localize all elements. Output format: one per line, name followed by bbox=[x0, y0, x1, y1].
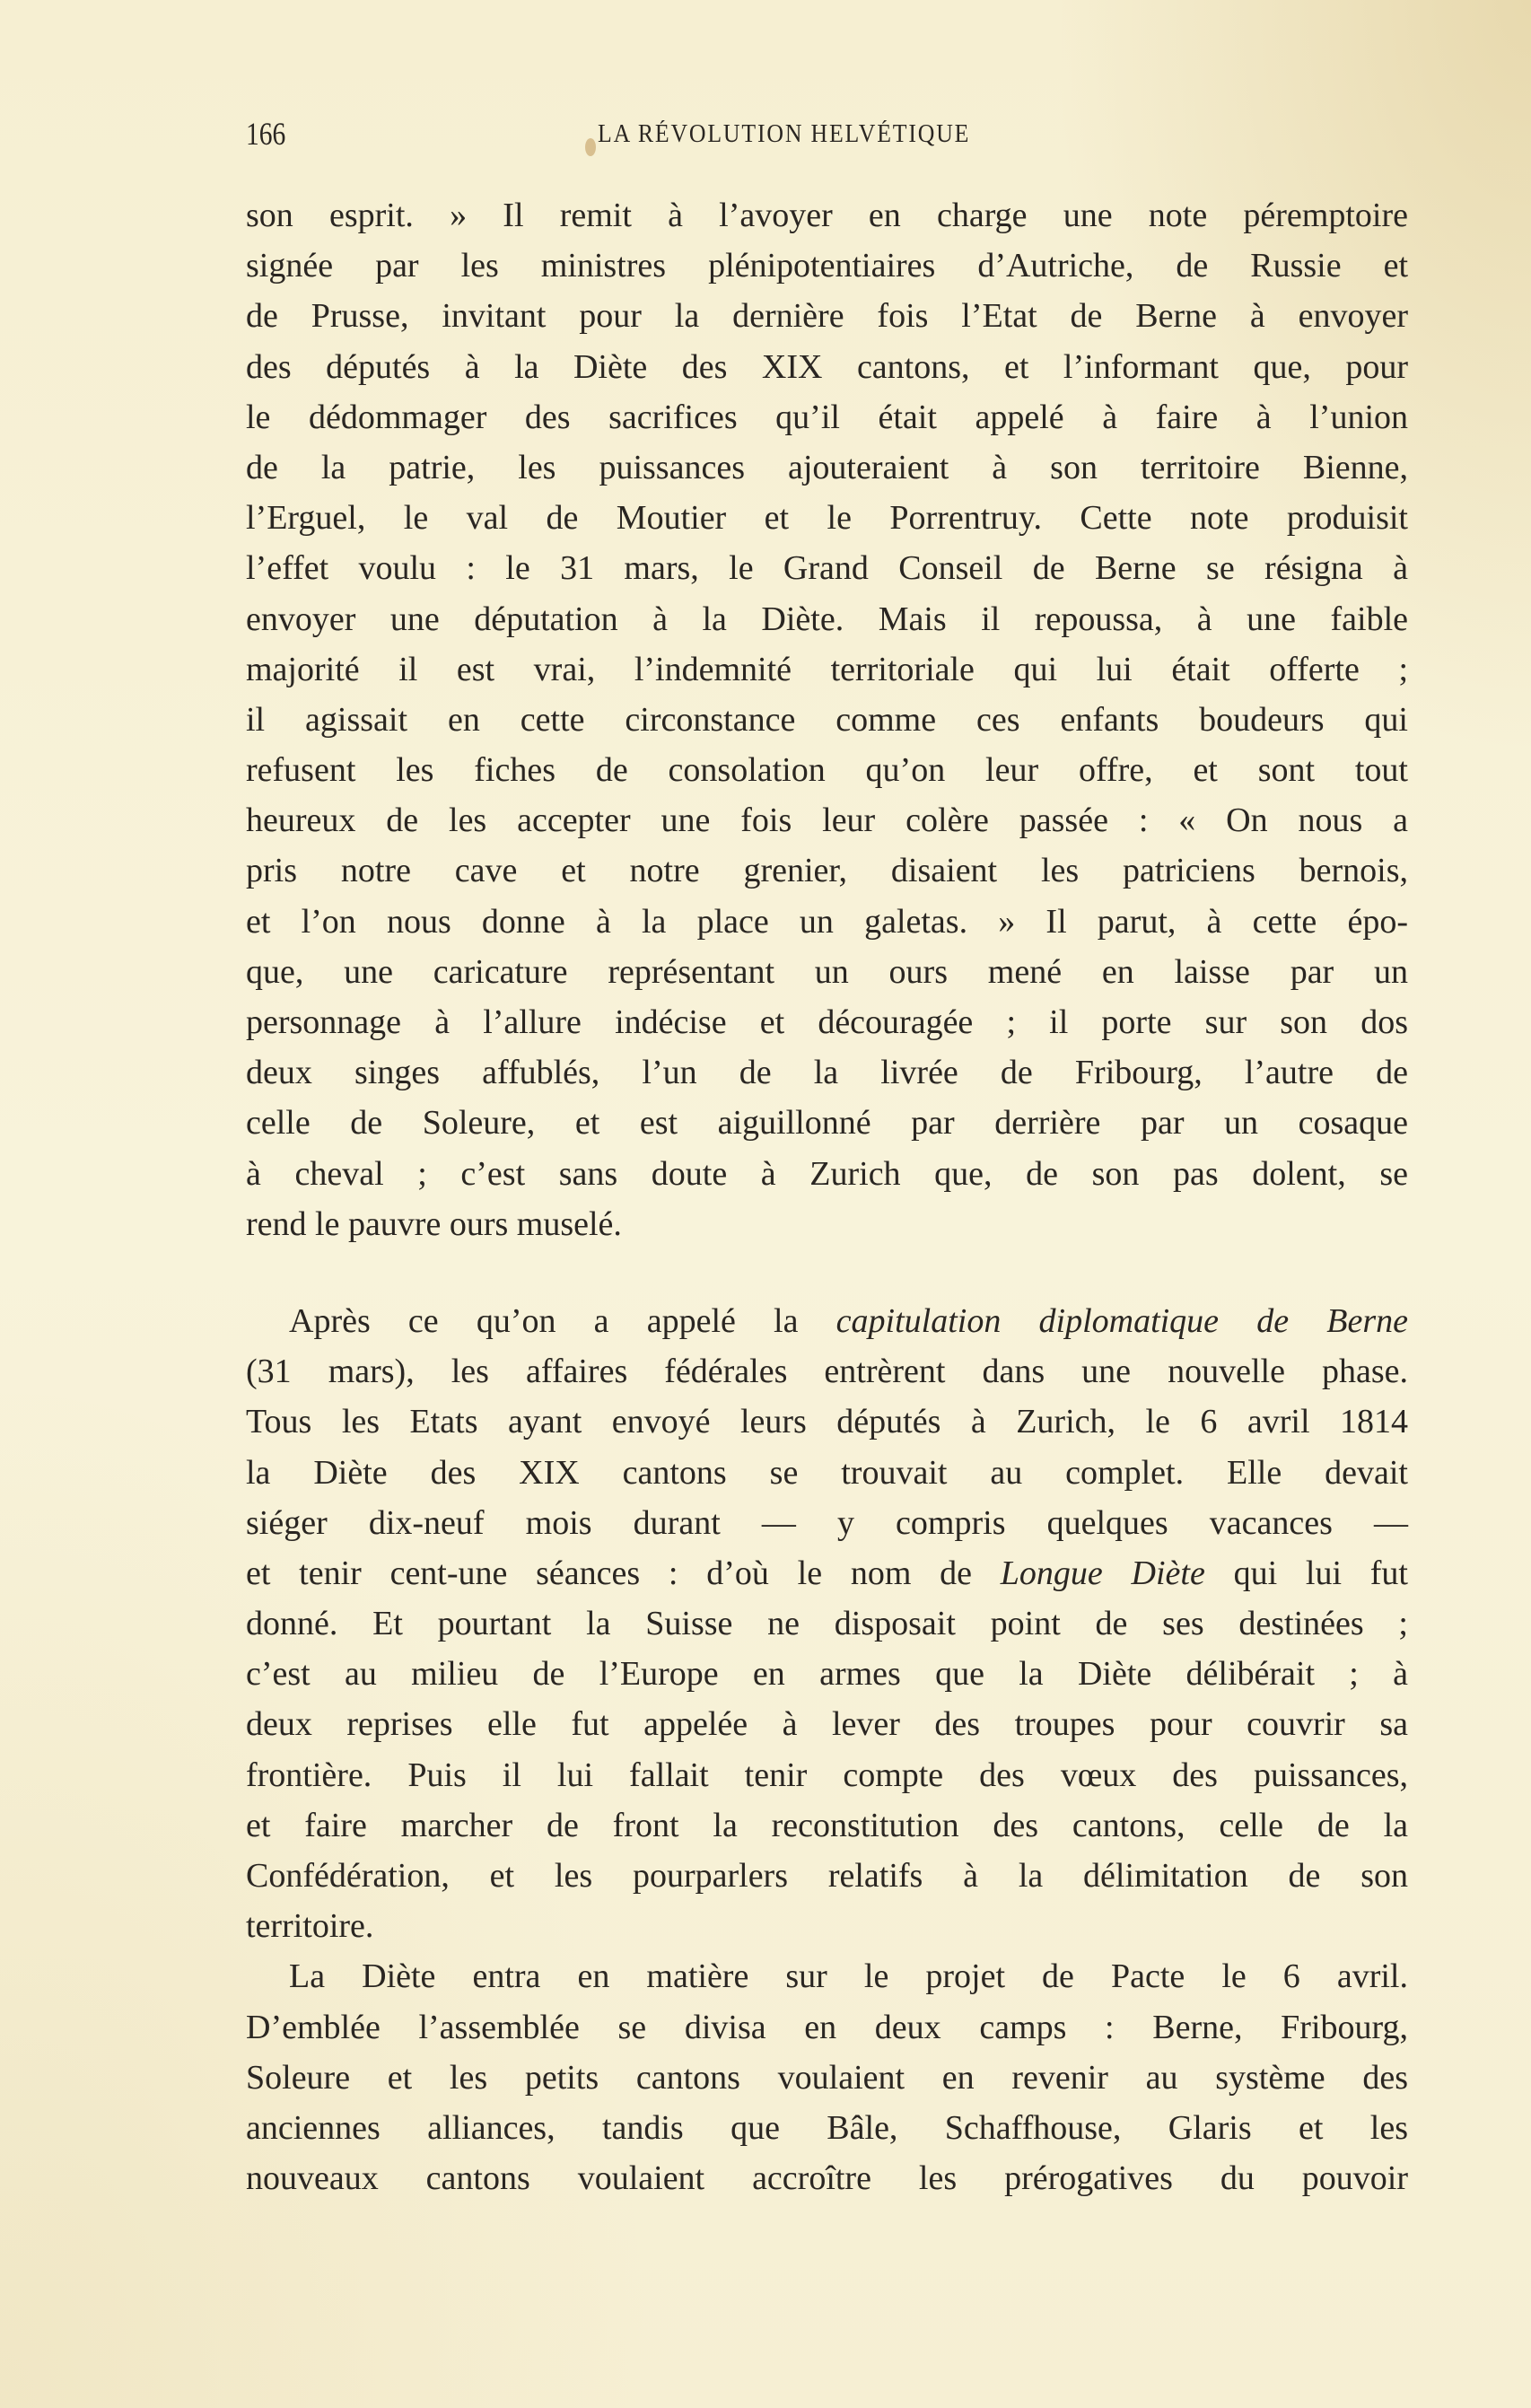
text-line bbox=[246, 241, 1408, 291]
text-run: celle de Soleure, et est aiguillonné par derrière par un cosaque bbox=[246, 1104, 1408, 1143]
text-line bbox=[246, 1098, 1408, 1148]
text-line bbox=[246, 543, 1408, 593]
text-line bbox=[246, 1750, 1408, 1800]
text-line bbox=[246, 1800, 1408, 1851]
text-run: signée par les ministres plénipotentiaires d’Autriche, de Russie et bbox=[246, 247, 1408, 285]
text-run: il agissait en cette circonstance comme ces enfants boudeurs qui bbox=[246, 700, 1408, 739]
text-run: La Diète entra en matière sur le projet de Pacte le 6 avril. bbox=[289, 1957, 1408, 1996]
text-line bbox=[246, 1498, 1408, 1548]
text-line bbox=[246, 1397, 1408, 1447]
paragraph bbox=[246, 1951, 1408, 2203]
text-line bbox=[246, 190, 1408, 241]
text-line bbox=[246, 2153, 1408, 2203]
text-run: frontière. Puis il lui fallait tenir compte des vœux des puissances, bbox=[246, 1756, 1408, 1794]
text-run: qui lui fut bbox=[1204, 1554, 1408, 1592]
body-text bbox=[246, 190, 1408, 2203]
text-run: de Prusse, invitant pour la dernière fois l’Etat de Berne à envoyer bbox=[246, 297, 1408, 336]
text-run: et faire marcher de front la reconstitution des cantons, celle de la bbox=[246, 1806, 1408, 1844]
text-run: l’effet voulu : le 31 mars, le Grand Conseil de Berne se résigna à bbox=[246, 549, 1408, 588]
text-line bbox=[246, 1346, 1408, 1397]
text-run: Après ce qu’on a appelé la bbox=[289, 1301, 836, 1340]
text-run: (31 mars), les affaires fédérales entrèrent dans une nouvelle phase. bbox=[246, 1353, 1408, 1391]
text-line bbox=[246, 2053, 1408, 2103]
text-run: donné. Et pourtant la Suisse ne disposait point de ses destinées ; bbox=[246, 1605, 1408, 1643]
text-line bbox=[246, 1598, 1408, 1649]
text-line bbox=[246, 1699, 1408, 1749]
text-line bbox=[246, 845, 1408, 896]
text-line bbox=[246, 594, 1408, 644]
italic-phrase: capitulation diplomatique de Berne bbox=[835, 1301, 1409, 1340]
text-run: et l’on nous donne à la place un galetas. » Il parut, à cette épo- bbox=[246, 902, 1408, 941]
text-run: des députés à la Diète des XIX cantons, et l’informant que, pour bbox=[246, 347, 1408, 386]
paragraph bbox=[246, 1296, 1408, 1951]
text-line bbox=[246, 342, 1408, 392]
text-line bbox=[246, 997, 1408, 1047]
text-line bbox=[246, 392, 1408, 442]
text-run: nouveaux cantons voulaient accroître les prérogatives du pouvoir bbox=[246, 2159, 1408, 2198]
book-page bbox=[246, 115, 1409, 2198]
text-run: Confédération, et les pourparlers relatifs à la délimitation de son bbox=[246, 1857, 1408, 1895]
text-line bbox=[246, 1296, 1408, 1346]
text-line bbox=[246, 1047, 1408, 1098]
text-line bbox=[246, 644, 1408, 695]
text-run: la Diète des XIX cantons se trouvait au complet. Elle devait bbox=[246, 1453, 1408, 1492]
text-run: que, une caricature représentant un ours mené en laisse par un bbox=[246, 952, 1408, 991]
text-line bbox=[246, 291, 1408, 341]
text-run: territoire. bbox=[246, 1907, 374, 1946]
text-line bbox=[246, 1951, 1408, 2001]
text-run: anciennes alliances, tandis que Bâle, Schaffhouse, Glaris et les bbox=[246, 2108, 1408, 2147]
text-run: deux reprises elle fut appelée à lever des troupes pour couvrir sa bbox=[246, 1705, 1408, 1744]
text-run: rend le pauvre ours muselé. bbox=[246, 1204, 622, 1243]
text-run: l’Erguel, le val de Moutier et le Porrentruy. Cette note produisit bbox=[246, 499, 1408, 538]
text-run: envoyer une députation à la Diète. Mais il repoussa, à une faible bbox=[246, 600, 1408, 638]
text-line bbox=[246, 795, 1408, 845]
text-run: refusent les fiches de consolation qu’on leur offre, et sont tout bbox=[246, 751, 1408, 790]
page-number: 166 bbox=[246, 116, 286, 152]
text-line bbox=[246, 493, 1408, 543]
italic-phrase: Longue Diète bbox=[1000, 1554, 1205, 1592]
text-run: D’emblée l’assemblée se divisa en deux camps : Berne, Fribourg, bbox=[246, 2008, 1408, 2046]
running-title: LA RÉVOLUTION HELVÉTIQUE bbox=[598, 120, 971, 148]
text-run: heureux de les accepter une fois leur colère passée : « On nous a bbox=[246, 801, 1408, 840]
text-run: son esprit. » Il remit à l’avoyer en charge une note péremptoire bbox=[246, 197, 1408, 234]
text-run: majorité il est vrai, l’indemnité territoriale qui lui était offerte ; bbox=[246, 650, 1408, 688]
text-line bbox=[246, 695, 1408, 745]
paragraph-gap bbox=[246, 1249, 1408, 1296]
text-run: Soleure et les petits cantons voulaient en revenir au système des bbox=[246, 2058, 1408, 2097]
text-line bbox=[246, 2103, 1408, 2153]
text-run: pris notre cave et notre grenier, disaient les patriciens bernois, bbox=[246, 852, 1408, 890]
text-run: Tous les Etats ayant envoyé leurs députés à Zurich, le 6 avril 1814 bbox=[246, 1403, 1408, 1441]
text-run: à cheval ; c’est sans doute à Zurich que, de son pas dolent, se bbox=[246, 1154, 1408, 1193]
text-line bbox=[246, 1199, 1408, 1249]
paragraph bbox=[246, 190, 1408, 1249]
text-line bbox=[246, 2002, 1408, 2053]
text-line bbox=[246, 1649, 1408, 1699]
text-line bbox=[246, 947, 1408, 997]
text-run: et tenir cent-une séances : d’où le nom de bbox=[246, 1554, 1001, 1592]
running-head bbox=[246, 115, 1408, 160]
text-run: siéger dix-neuf mois durant — y compris quelques vacances — bbox=[246, 1503, 1408, 1542]
text-line bbox=[246, 745, 1408, 795]
text-line bbox=[246, 1149, 1408, 1199]
text-run: deux singes affublés, l’un de la livrée de Fribourg, l’autre de bbox=[246, 1054, 1408, 1092]
text-line bbox=[246, 1548, 1408, 1598]
text-line bbox=[246, 1851, 1408, 1901]
text-run: de la patrie, les puissances ajouteraient à son territoire Bienne, bbox=[246, 448, 1408, 486]
text-run: c’est au milieu de l’Europe en armes que la Diète délibérait ; à bbox=[246, 1655, 1408, 1694]
text-line bbox=[246, 897, 1408, 947]
text-line bbox=[246, 442, 1408, 493]
ink-stain bbox=[585, 138, 596, 156]
text-run: personnage à l’allure indécise et découragée ; il porte sur son dos bbox=[246, 1003, 1408, 1041]
text-line bbox=[246, 1901, 1408, 1951]
text-line bbox=[246, 1448, 1408, 1498]
text-run: le dédommager des sacrifices qu’il était appelé à faire à l’union bbox=[246, 398, 1408, 436]
